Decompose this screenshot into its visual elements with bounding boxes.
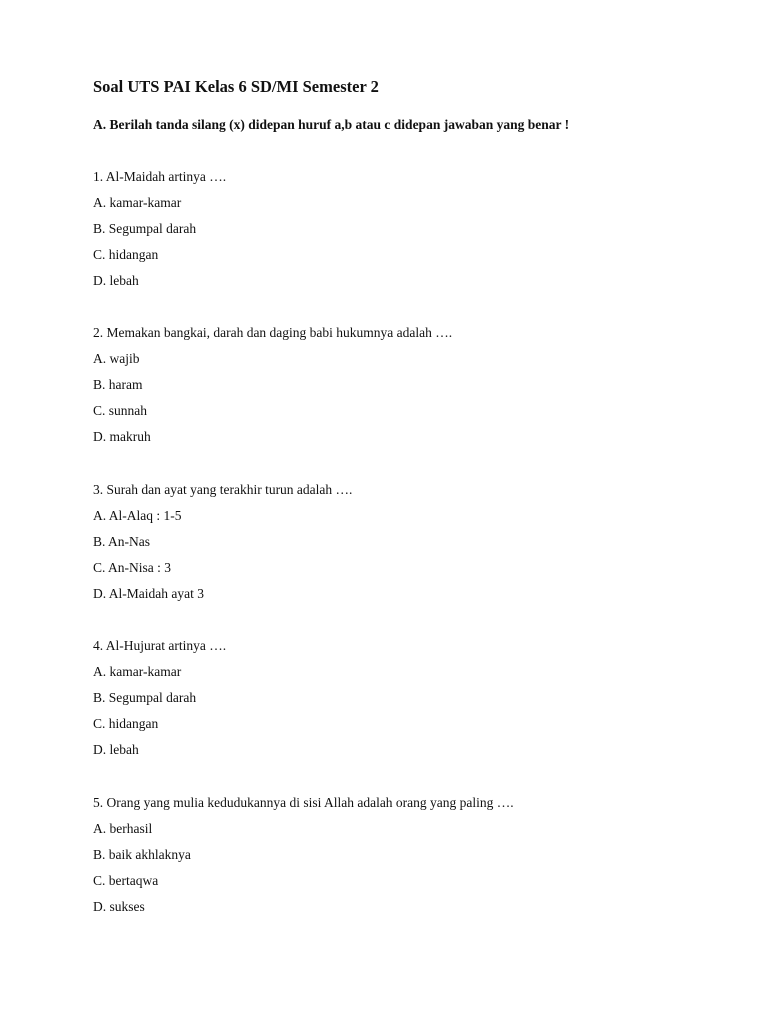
question-text: 5. Orang yang mulia kedudukannya di sisi Allah adalah orang yang paling …. [93, 795, 514, 810]
option-c: C. sunnah [93, 403, 147, 418]
question-1 [93, 167, 226, 297]
option-a: A. kamar-kamar [93, 664, 182, 679]
question-text: 2. Memakan bangkai, darah dan daging babi hukumnya adalah …. [93, 325, 453, 340]
question-3 [93, 480, 352, 610]
instruction-text: A. Berilah tanda silang (x) didepan huruf a,b atau c didepan jawaban yang benar ! [93, 117, 570, 132]
option-b: B. Segumpal darah [93, 221, 197, 236]
option-d: D. Al-Maidah ayat 3 [93, 586, 204, 601]
option-c: C. bertaqwa [93, 873, 159, 888]
question-2 [93, 323, 452, 453]
question-text: 4. Al-Hujurat artinya …. [93, 638, 227, 653]
option-d: D. lebah [93, 742, 139, 757]
option-c: C. hidangan [93, 247, 159, 262]
option-a: A. wajib [93, 351, 140, 366]
question-text: 3. Surah dan ayat yang terakhir turun adalah …. [93, 482, 353, 497]
option-b: B. baik akhlaknya [93, 847, 191, 862]
question-text: 1. Al-Maidah artinya …. [93, 169, 227, 184]
option-d: D. sukses [93, 899, 145, 914]
option-b: B. haram [93, 377, 143, 392]
option-b: B. An-Nas [93, 534, 150, 549]
option-d: D. makruh [93, 429, 151, 444]
option-a: A. Al-Alaq : 1-5 [93, 508, 182, 523]
option-d: D. lebah [93, 273, 139, 288]
option-c: C. hidangan [93, 716, 159, 731]
option-a: A. kamar-kamar [93, 195, 182, 210]
document-title: Soal UTS PAI Kelas 6 SD/MI Semester 2 [93, 77, 379, 96]
question-5 [93, 793, 514, 923]
option-a: A. berhasil [93, 821, 153, 836]
option-b: B. Segumpal darah [93, 690, 197, 705]
question-4 [93, 636, 226, 766]
option-c: C. An-Nisa : 3 [93, 560, 172, 575]
